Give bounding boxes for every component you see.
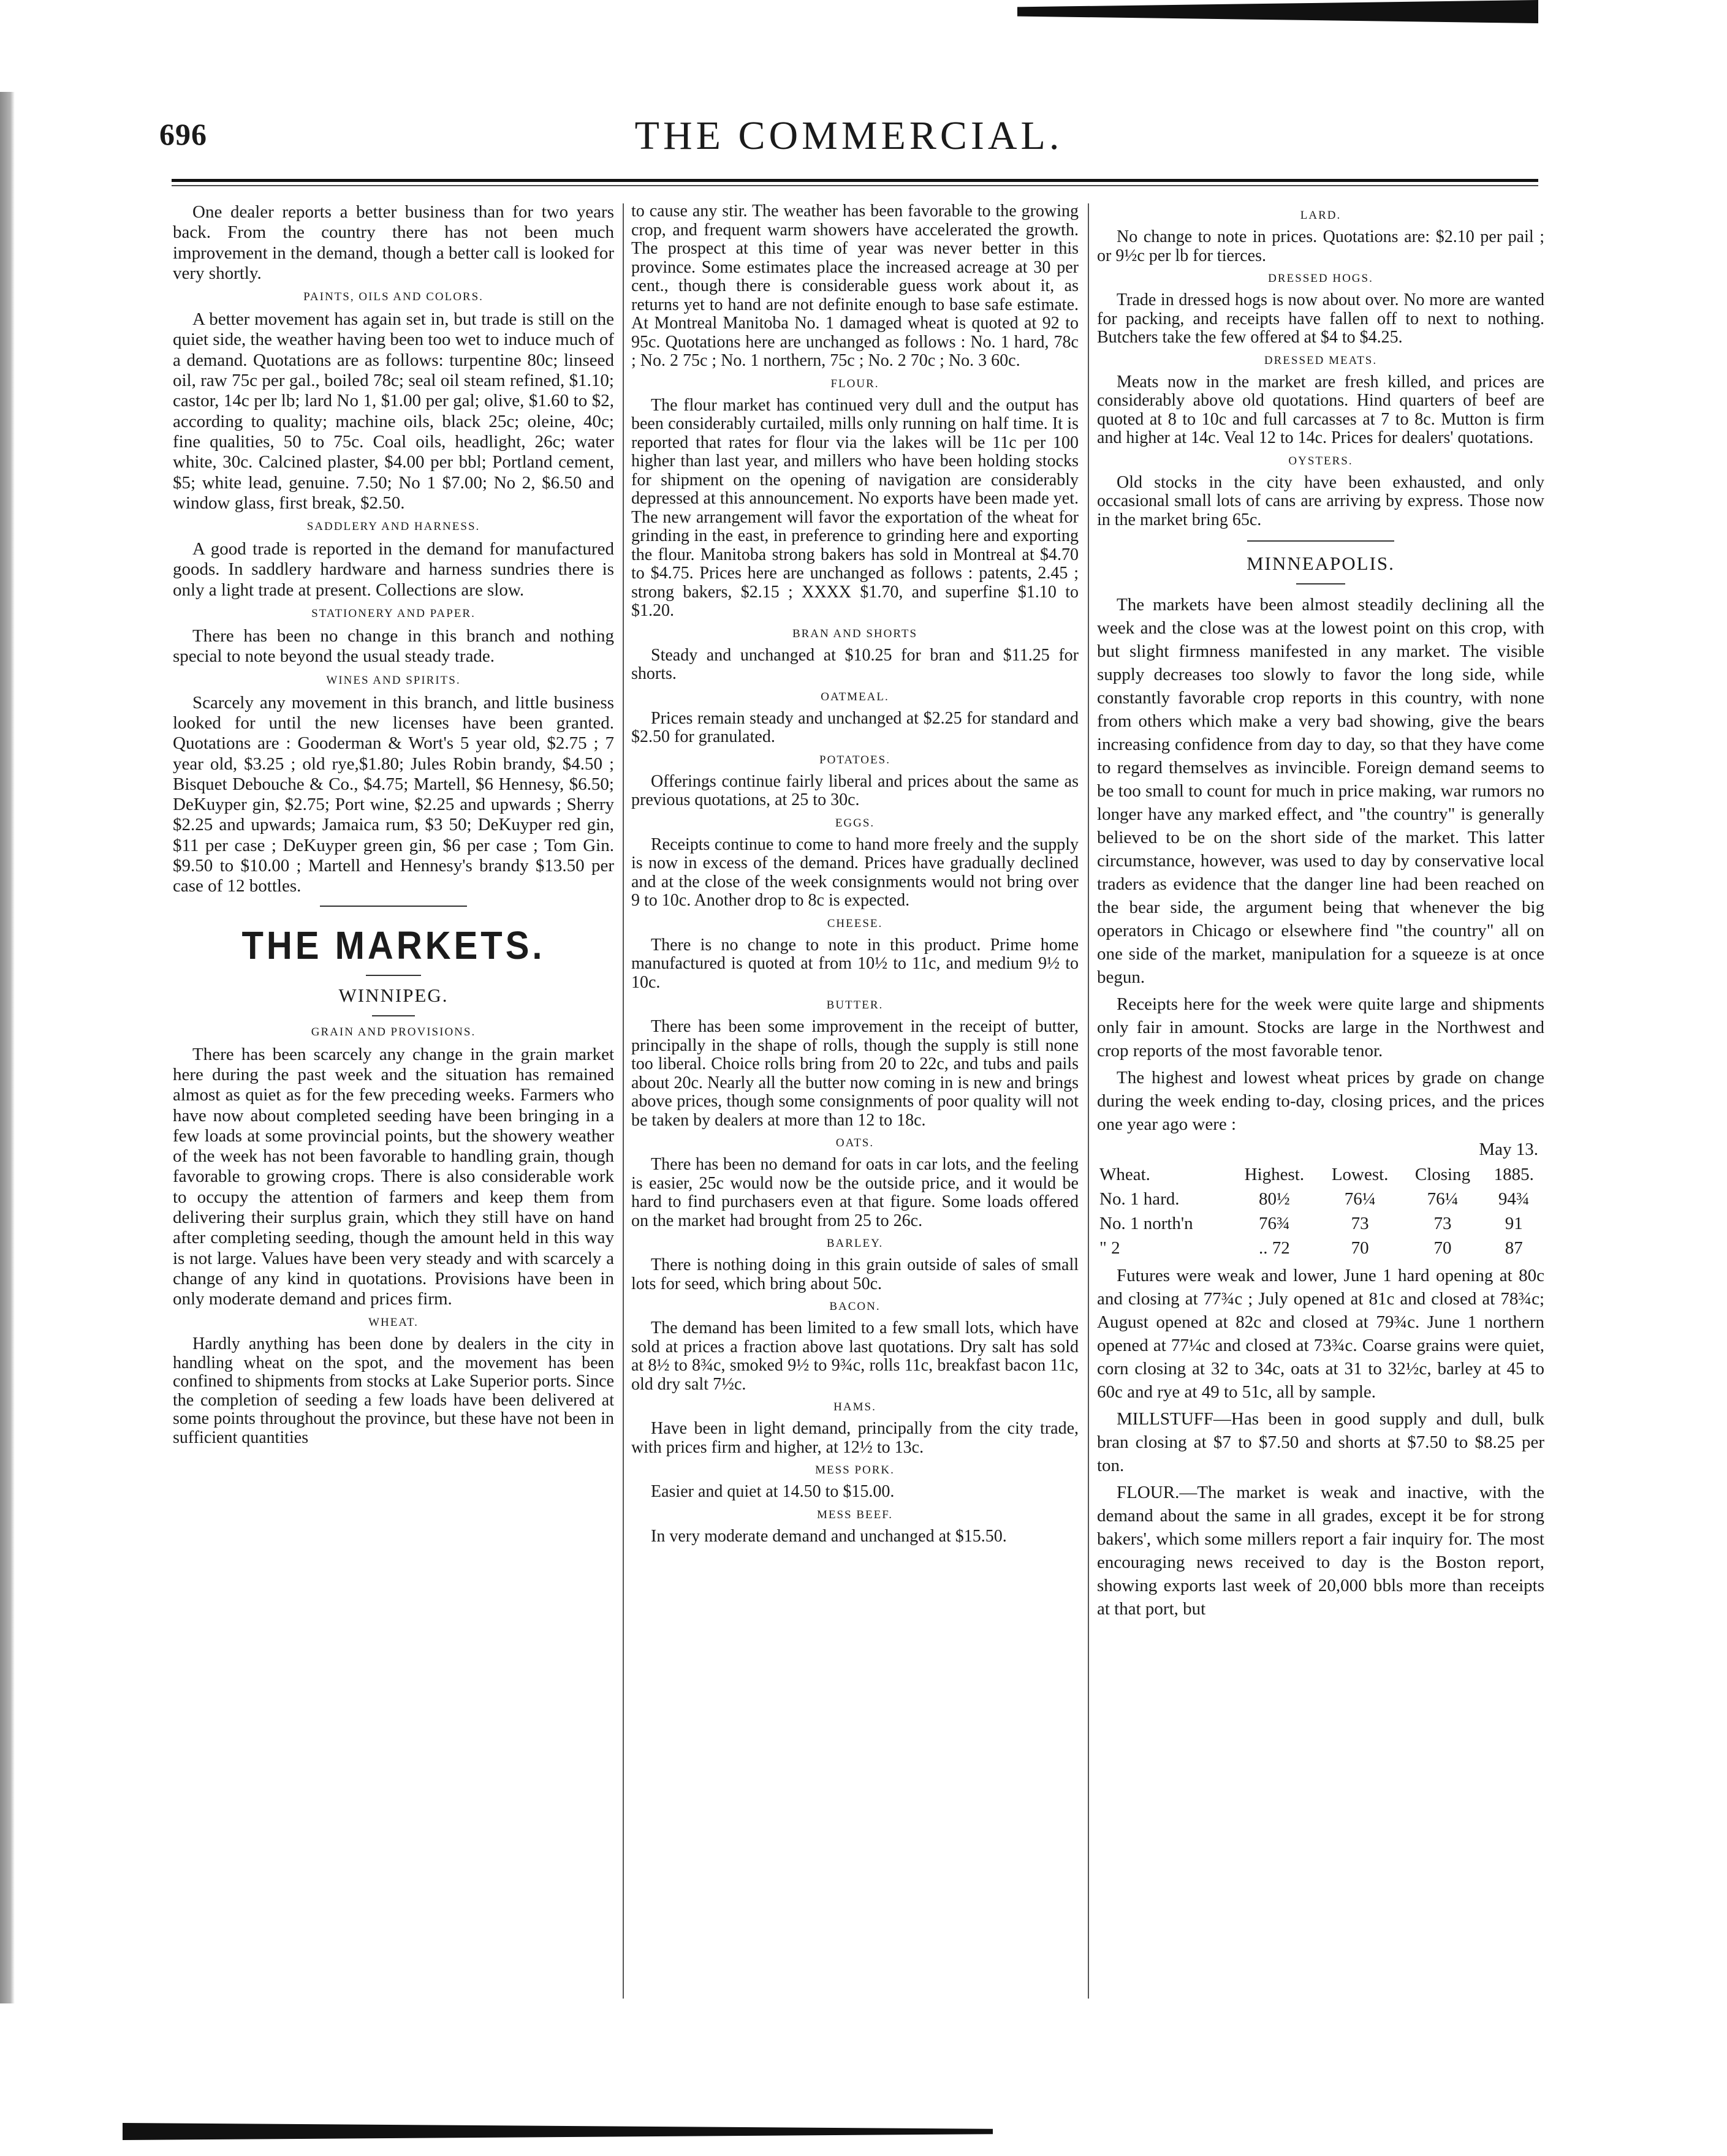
table-cell: " 2	[1099, 1238, 1120, 1258]
section-heading: LARD.	[1300, 209, 1342, 222]
table-cell: 76¾	[1259, 1214, 1290, 1233]
article-paragraph: The highest and lowest wheat prices by grade on change during the week ending to-day, closing prices, and the prices one year ago were :	[1097, 1068, 1544, 1134]
scan-edge-top	[1017, 0, 1538, 23]
article-paragraph: There is no change to note in this product. Prime home manufactured is quoted at from 10½ to 11c, and medium 9½ to 10c.	[631, 935, 1079, 992]
page-header	[159, 113, 1538, 172]
column-divider	[623, 203, 624, 1999]
divider	[372, 1015, 415, 1016]
section-heading: BARLEY.	[826, 1237, 884, 1250]
article-paragraph: Easier and quiet at 14.50 to $15.00.	[651, 1482, 895, 1501]
section-heading: BUTTER.	[826, 999, 884, 1012]
article-paragraph: FLOUR.—The market is weak and inactive, with the demand about the same in all grades, except it be for strong bakers', which some millers report a fair inquiry for. The most encouraging news received to day is the Boston report, showing exports last week of 20,000 bbls more than receipts at that port, but	[1097, 1483, 1544, 1619]
article-paragraph: Hardly anything has been done by dealers in the city in handling wheat on the spot, and the movement has been confined to shipments from stocks at Lake Superior ports. Since the completion of seeding a few loads have been delivered at some points throughout the province, but these have not been in sufficient quantities	[173, 1334, 614, 1447]
table-cell: 91	[1505, 1214, 1523, 1233]
divider	[1247, 540, 1394, 542]
provisions-block	[1097, 208, 1544, 529]
article-paragraph: The markets have been almost steadily declining all the week and the close was at the lowest point on this crop, with but slight firmness manifested in any market. The visible supply decreases too slowly to favor the long side, while constantly favorable crop reports in this country, with none from others which make a very bad showing, give the bears increasing confidence from day to day, so that they have come to regard themselves as invincible. Foreign demand seems to be too small to count for much in price making, war rumors no longer have any marked effect, and "the country" is generally believed to be on the short side of the market. This latter circumstance, however, was used to day by conservative local traders as evidence that the danger line had been reached on the bear side, the argument being that whenever the big operators in Chicago or elsewhere find "the country" all on one side of the market, manipulation for a squeeze is at once begun.	[1097, 595, 1544, 987]
section-heading: MESS PORK.	[815, 1464, 895, 1477]
section-heading: WHEAT.	[368, 1316, 419, 1330]
table-header-cell: Wheat.	[1099, 1165, 1150, 1184]
minneapolis-report	[1097, 593, 1544, 1621]
table-header-cell: Closing	[1414, 1165, 1471, 1184]
city-heading: WINNIPEG.	[338, 984, 449, 1006]
table-cell: 76¼	[1427, 1189, 1459, 1209]
table-header-row	[1097, 1162, 1544, 1187]
article-paragraph: There is nothing doing in this grain outside of sales of small lots for seed, which bring about 50c.	[631, 1255, 1079, 1293]
section-heading: DRESSED HOGS.	[1268, 272, 1373, 285]
article-paragraph: A better movement has again set in, but trade is still on the quiet side, the weather having been too wet to induce much of a demand. Quotations are as follows: turpentine 80c; linseed oil, raw 75c per gal., boiled 78c; seal oil steam refined, $1.10; castor, 14c per lb; lard No 1, $1.00 per gal; olive, $1.60 to $2, according to quality; machine oils, black 25c; oleine, 40c; fine qualities, 50 to 75c. Coal oils, headlight, 26c; water white, 30c. Calcined plaster, $4.00 per bbl; Portland cement, $5; white lead, genuine. 7.50; No 1 $7.00; No 2, $6.50 and window glass, first break, $2.50.	[173, 309, 614, 513]
article-paragraph: A good trade is reported in the demand for manufactured goods. In saddlery hardware and harness sundries there is only a light trade at present. Collections are slow.	[173, 539, 614, 600]
table-header-cell: Lowest.	[1331, 1165, 1389, 1184]
article-paragraph: Receipts here for the week were quite large and shipments only fair in amount. Stocks are large in the Northwest and crop reports of the most favorable tenor.	[1097, 994, 1544, 1061]
section-heading: CHEESE.	[827, 917, 883, 930]
table-cell: No. 1 north'n	[1099, 1214, 1193, 1233]
table-cell: .. 72	[1259, 1238, 1290, 1258]
column-divider	[1088, 203, 1089, 1999]
table-cell: 94¾	[1498, 1189, 1530, 1209]
article-paragraph: Trade in dressed hogs is now about over. No more are wanted for packing, and receipts have fallen off to next to nothing. Butchers take the few offered at $4 to $4.25.	[1097, 290, 1544, 347]
article-paragraph: There has been no demand for oats in car lots, and the feeling is easier, 25c would now be the outside price, and it would be hard to find purchasers even at that figure. Some loads offered on the market had brought from 25 to 26c.	[631, 1155, 1079, 1230]
article-paragraph: MILLSTUFF—Has been in good supply and dull, bulk bran closing at $7 to $7.50 and shorts at $7.50 to $8.25 per ton.	[1097, 1409, 1544, 1475]
markets-title: THE MARKETS.	[241, 923, 545, 967]
section-heading: MESS BEEF.	[816, 1508, 894, 1521]
section-heading: EGGS.	[835, 816, 875, 830]
article-paragraph: No change to note in prices. Quotations are: $2.10 per pail ; or 9½c per lb for tierces.	[1097, 227, 1544, 265]
column-1	[173, 202, 614, 1991]
article-paragraph: There has been scarcely any change in the grain market here during the past week and the situation has remained almost as quiet as for the few preceding weeks. Farmers who have now about completed seeding have been bringing in a few loads at some provincial points, but the showery weather of the week has not been favorable to handling grain, though favorable to growing crops. There is also considerable work to occupy the attention of farmers and keep them from delivering their surplus grain, which they still have on hand after completing seeding, though the amount held in this way is not large. Values have been very steady and with scarcely a change of any kind in quotations. Provisions have been in only moderate demand and prices firm.	[173, 1044, 614, 1309]
article-paragraph: There has been some improvement in the receipt of butter, principally in the shape of rolls, though the supply is still none too liberal. Choice rolls bring from 20 to 22c, and tubs and pails about 20c. Nearly all the butter now coming in is new and brings above prices, though some consignments of poor quality will not be taken by dealers at more than 12 to 18c.	[631, 1017, 1079, 1130]
city-heading: MINNEAPOLIS.	[1247, 553, 1395, 574]
section-heading: OYSTERS.	[1288, 454, 1353, 467]
section-heading: BACON.	[829, 1300, 881, 1313]
divider	[320, 906, 467, 907]
article-paragraph: Meats now in the market are fresh killed, and prices are considerably above old quotations. Hind quarters of beef are quoted at 8 to 10c and full carcasses at 7 to 8c. Mutton is firm and higher at 14c. Veal 12 to 14c. Prices for dealers' quotations.	[1097, 372, 1544, 447]
table-cell: 87	[1505, 1238, 1523, 1258]
header-rule-thin	[172, 185, 1538, 186]
section-heading: POTATOES.	[819, 753, 890, 766]
section-heading: SADDLERY AND HARNESS.	[306, 520, 480, 534]
article-paragraph: Scarcely any movement in this branch, and little business looked for until the new licenses have been granted. Quotations are : Gooderman & Wort's 5 year old, $2.75 ; 7 year old, $3.25 ; old rye,$1.80; Jules Robin brandy, $4.50 ; Bisquet Debouche & Co., $4.75; Martell, $6 Hennesy, $6.50; DeKuyper gin, $2.75; Port wine, $2.25 and upwards ; Sherry $2.25 and upwards; Jamaica rum, $3 50; DeKuyper red gin, $11 per case ; DeKuyper green gin, $6 per case ; Tom Gin. $9.50 to $10.00 ; Martell and Hennesy's brandy $13.50 per case of 12 bottles.	[173, 692, 614, 896]
table-cell: 73	[1433, 1214, 1452, 1233]
table-cell: 70	[1433, 1238, 1452, 1258]
scan-edge-left	[0, 92, 15, 2003]
table-cell: No. 1 hard.	[1099, 1189, 1180, 1209]
section-heading: DRESSED MEATS.	[1264, 354, 1378, 367]
table-cell: 73	[1351, 1214, 1369, 1233]
article-paragraph: Prices remain steady and unchanged at $2.25 for standard and $2.50 for granulated.	[631, 708, 1079, 746]
wheat-price-table	[1097, 1162, 1544, 1260]
article-paragraph: There has been no change in this branch and nothing special to note beyond the usual steady trade.	[173, 626, 614, 667]
table-row	[1097, 1236, 1544, 1260]
section-heading: PAINTS, OILS AND COLORS.	[303, 290, 484, 304]
table-row	[1097, 1187, 1544, 1211]
column-2	[631, 202, 1079, 1991]
table-header-cell: Highest.	[1244, 1165, 1305, 1184]
table-header-cell: 1885.	[1494, 1165, 1534, 1184]
article-paragraph: The flour market has continued very dull and the output has been considerably curtailed, mills only running on half time. It is reported that rates for flour via the lakes will be 11c per 100 higher than last year, and millers who have been holding stocks for shipment on the opening of navigation are considerably depressed at this announcement. No exports have been made yet. The new arrangement will favor the exportation of the wheat for grinding in the east, in preference to grinding here and exporting the flour. Manitoba strong bakers has sold in Montreal at $4.70 to $4.75. Prices here are unchanged as follows : patents, 2.45 ; strong bakers, $2.15 ; XXXX $1.70, and superfine $1.10 to $1.20.	[631, 395, 1079, 620]
article-paragraph: Steady and unchanged at $10.25 for bran and $11.25 for shorts.	[631, 645, 1079, 683]
article-paragraph: Receipts continue to come to hand more freely and the supply is now in excess of the demand. Prices have gradually declined and at the close of the week consignments would not bring over 9 to 10c. Another drop to 8c is expected.	[631, 834, 1079, 910]
page-number: 696	[159, 117, 207, 151]
section-heading: STATIONERY AND PAPER.	[311, 607, 476, 621]
divider	[1296, 583, 1345, 584]
section-heading: BRAN AND SHORTS	[792, 627, 918, 640]
table-cell: 76¼	[1344, 1189, 1376, 1209]
table-cell: 80½	[1259, 1189, 1290, 1209]
section-heading: OATMEAL.	[821, 690, 889, 703]
article-paragraph: One dealer reports a better business than for two years back. From the country there has not been much improvement in the demand, though a better call is looked for very shortly.	[173, 202, 614, 283]
section-heading: GRAIN AND PROVISIONS.	[311, 1025, 476, 1038]
section-heading: FLOUR.	[830, 377, 879, 390]
column-3	[1097, 202, 1544, 1991]
table-cell: 70	[1351, 1238, 1369, 1258]
article-paragraph: In very moderate demand and unchanged at $15.50.	[651, 1526, 1007, 1546]
article-paragraph: The demand has been limited to a few small lots, which have sold at prices a fraction above last quotations. Dry salt has sold at 8½ to 8¾c, smoked 9½ to 9¾c, rolls 11c, breakfast bacon 11c, old dry salt 7½c.	[631, 1318, 1079, 1394]
section-heading: OATS.	[835, 1137, 875, 1149]
article-paragraph: Futures were weak and lower, June 1 hard opening at 80c and closing at 77¾c ; July opened at 81c and closed at 78¾c; August opened at 82c and closed at 79¾c. June 1 northern opened at 77¼c and closed at 73¾c. Coarse grains were quiet, corn closing at 32 to 34c, oats at 31 to 32½c, barley at 45 to 60c and rye at 49 to 51c, all by sample.	[1097, 1266, 1544, 1402]
article-paragraph: Offerings continue fairly liberal and prices about the same as previous quotations, at 25 to 30c.	[631, 771, 1079, 809]
article-paragraph: Have been in light demand, principally from the city trade, with prices firm and higher, at 12½ to 13c.	[631, 1419, 1079, 1457]
masthead-title: THE COMMERCIAL.	[634, 113, 1063, 158]
article-paragraph: Old stocks in the city have been exhausted, and only occasional small lots of cans are arriving by express. Those now in the market bring 65c.	[1097, 472, 1544, 529]
header-rule	[172, 179, 1538, 182]
divider	[366, 975, 421, 976]
table-row	[1097, 1211, 1544, 1236]
section-heading: WINES AND SPIRITS.	[326, 673, 461, 687]
table-date: May 13.	[1479, 1140, 1538, 1159]
section-heading: HAMS.	[833, 1401, 876, 1413]
scan-edge-bottom	[123, 2123, 993, 2140]
article-paragraph: to cause any stir. The weather has been favorable to the growing crop, and frequent warm showers have accelerated the growth. The prospect at this time of year was never better in this province. Some estimates place the increased acreage at 30 per cent., though there is considerable guess work about it, as returns yet to hand are not definite enough to base safe estimate. At Montreal Manitoba No. 1 damaged wheat is quoted at 92 to 95c. Quotations here are unchanged as follows : No. 1 hard, 78c ; No. 2 75c ; No. 1 northern, 75c ; No. 2 70c ; No. 3 60c.	[631, 202, 1079, 370]
